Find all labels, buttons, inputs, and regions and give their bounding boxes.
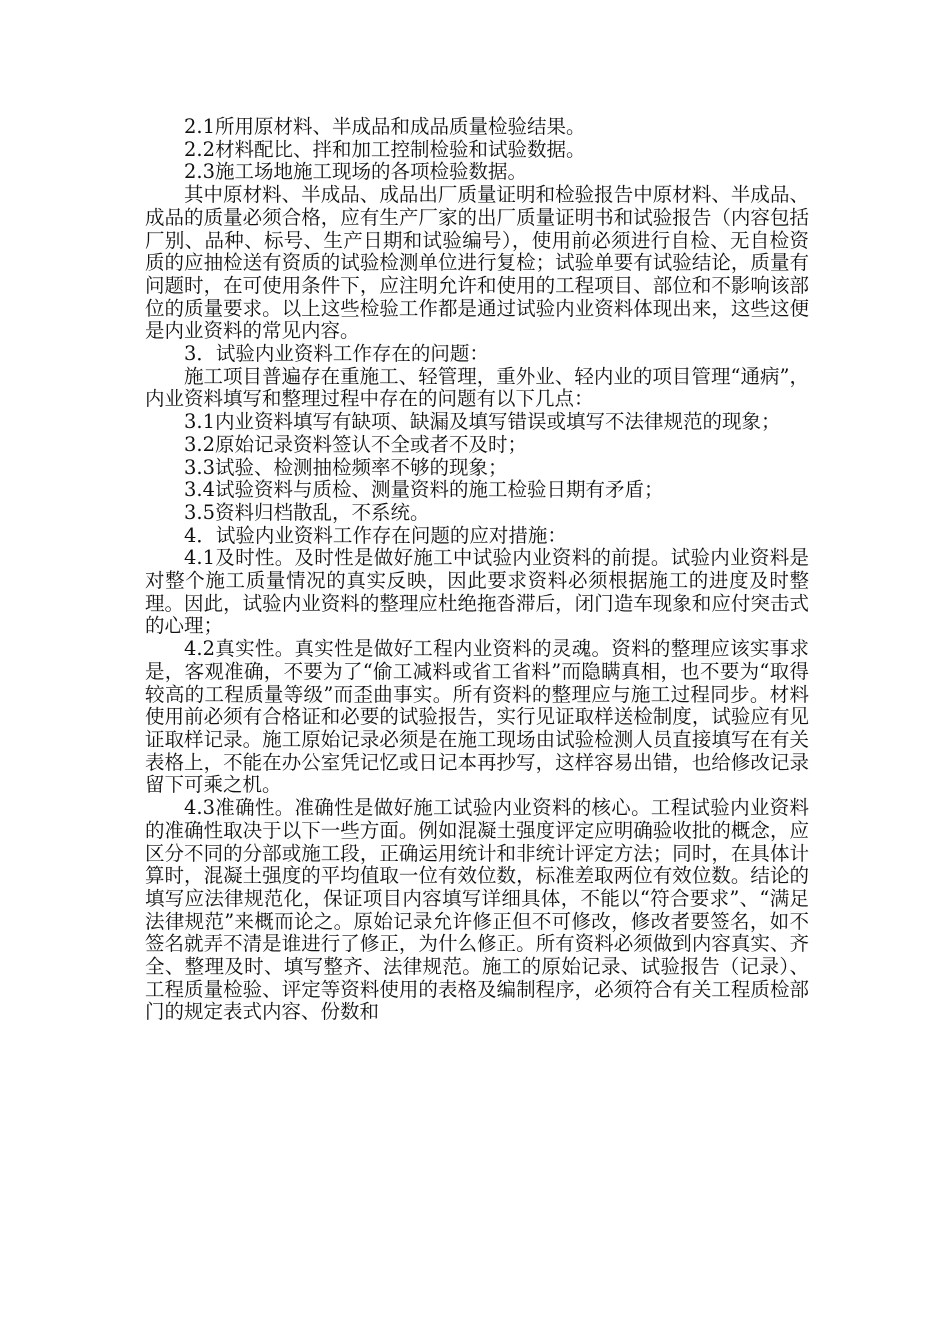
paragraph-2-3: 2.3施工场地施工现场的各项检验数据。: [184, 160, 528, 184]
paragraph-3-4: 3.4试验资料与质检、测量资料的施工检验日期有矛盾；: [184, 478, 664, 502]
paragraph-3-2: 3.2原始记录资料签认不全或者不及时；: [184, 432, 528, 456]
paragraph-2-2: 2.2材料配比、拌和加工控制检验和试验数据。: [184, 137, 586, 161]
paragraph-materials-requirements: 其中原材料、半成品、成品出厂质量证明和检验报告中原材料、半成品、成品的质量必须合格，应有生产厂家的出厂质量证明书和试验报告（内容包括厂别、品种、标号、生产日期和试验编号），使用前必须进行自检、无自检资质的应抽检送有资质的试验检测单位进行复检；试验单要有试验结论，质量有问题时，在可使用条件下，应注明允许和使用的工程项目、部位和不影响该部位的质量要求。以上这些检验工作都是通过试验内业资料体现出来，这些这便是内业资料的常见内容。: [145, 183, 809, 343]
paragraph-common-problems: 施工项目普遍存在重施工、轻管理，重外业、轻内业的项目管理“通病”，内业资料填写和整理过程中存在的问题有以下几点：: [145, 364, 809, 411]
section-heading-4: 4．试验内业资料工作存在问题的应对措施：: [184, 523, 567, 547]
paragraph-3-1: 3.1内业资料填写有缺项、缺漏及填写错误或填写不法律规范的现象；: [184, 410, 781, 434]
section-heading-3: 3．试验内业资料工作存在的问题：: [184, 342, 489, 366]
paragraph-3-5: 3.5资料归档散乱，不系统。: [184, 500, 430, 524]
paragraph-3-3: 3.3试验、检测抽检频率不够的现象；: [184, 455, 508, 479]
paragraph-4-2-authenticity: 4.2真实性。真实性是做好工程内业资料的灵魂。资料的整理应该实事求是，客观准确，不要为了“偷工减料或省工省料”而隐瞒真相，也不要为“取得较高的工程质量等级”而歪曲事实。所有资料的整理应与施工过程同步。材料使用前必须有合格证和必要的试验报告，实行见证取样送检制度，试验应有见证取样记录。施工原始记录必须是在施工现场由试验检测人员直接填写在有关表格上，不能在办公室凭记忆或日记本再抄写，这样容易出错，也给修改记录留下可乘之机。: [145, 637, 809, 797]
paragraph-4-3-accuracy: 4.3准确性。准确性是做好施工试验内业资料的核心。工程试验内业资料的准确性取决于以下一些方面。例如混凝土强度评定应明确验收批的概念，应区分不同的分部或施工段，正确运用统计和非统计评定方法；同时，在具体计算时，混凝土强度的平均值取一位有效位数，标准差取两位有效位数。结论的填写应法律规范化，保证项目内容填写详细具体，不能以“符合要求”、“满足法律规范”来概而论之。原始记录允许修正但不可修改，修改者要签名，如不签名就弄不清是谁进行了修正，为什么修正。所有资料必须做到内容真实、齐全、整理及时、填写整齐、法律规范。施工的原始记录、试验报告（记录）、工程质量检验、评定等资料使用的表格及编制程序，必须符合有关工程质检部门的规定表式内容、份数和: [145, 796, 809, 1024]
paragraph-2-1: 2.1所用原材料、半成品和成品质量检验结果。: [184, 115, 586, 138]
document-body: [145, 116, 809, 1024]
paragraph-4-1-timeliness: 4.1及时性。及时性是做好施工中试验内业资料的前提。试验内业资料是对整个施工质量情况的真实反映，因此要求资料必须根据施工的进度及时整理。因此，试验内业资料的整理应杜绝拖沓滞后，闭门造车现象和应付突击式的心理；: [145, 546, 809, 638]
